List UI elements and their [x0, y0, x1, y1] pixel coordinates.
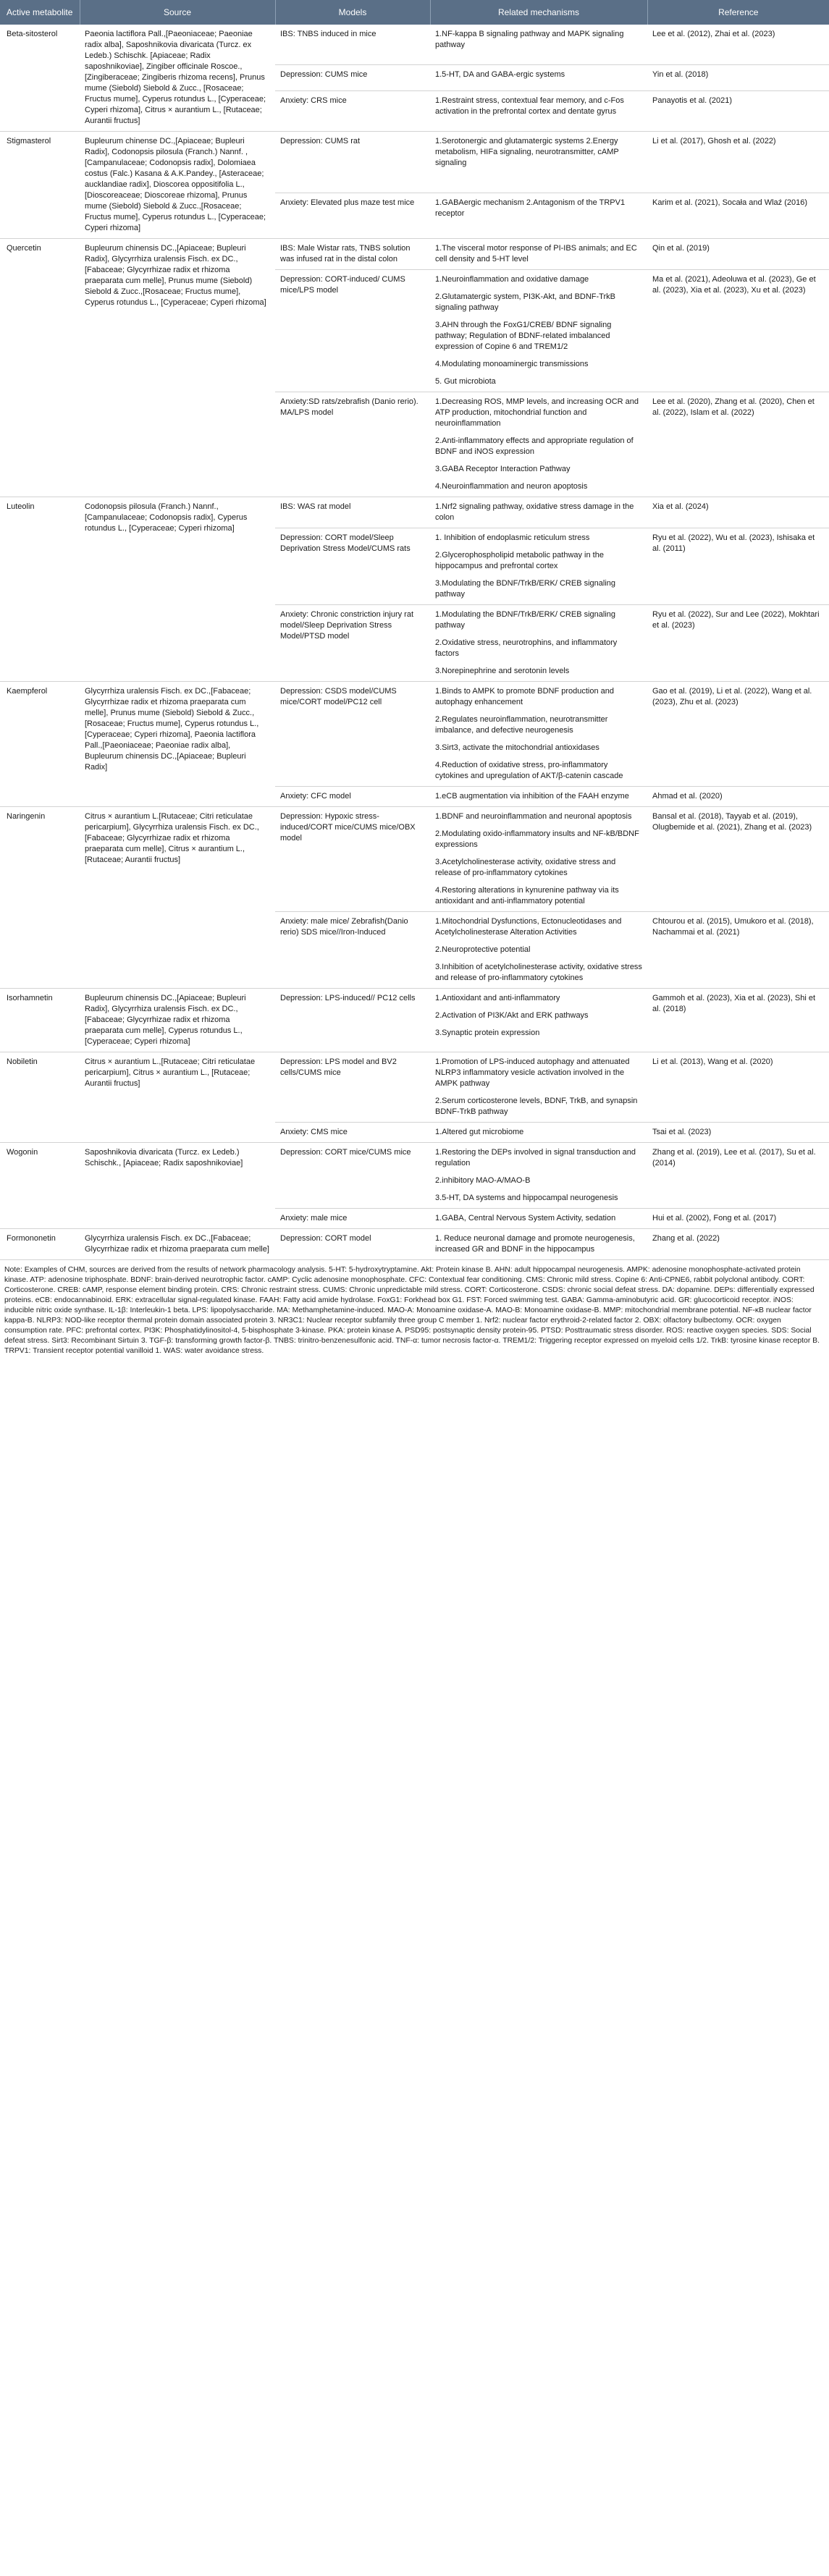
model-cell: Anxiety: male mice/ Zebrafish(Danio rerio) SDS mice//Iron-Induced: [275, 912, 430, 989]
mechanism-item: 2.Activation of PI3K/Akt and ERK pathways: [435, 1011, 589, 1020]
mechanism-item: 1.Modulating the BDNF/TrkB/ERK/ CREB signaling pathway: [435, 610, 616, 630]
reference-cell: Li et al. (2013), Wang et al. (2020): [647, 1052, 829, 1123]
mechanisms-cell: [430, 1209, 647, 1229]
model-cell: IBS: WAS rat model: [275, 497, 430, 528]
model-cell: Depression: CUMS mice: [275, 64, 430, 90]
mechanisms-cell: [430, 25, 647, 64]
mechanisms-cell: [430, 132, 647, 193]
metabolite-name: Nobiletin: [0, 1052, 80, 1143]
mechanism-item: 3.Sirt3, activate the mitochondrial antioxidases: [435, 743, 599, 752]
mechanism-item: 2.Neuroprotective potential: [435, 945, 531, 954]
mechanisms-cell: [430, 1123, 647, 1143]
mechanism-item: 1.GABA, Central Nervous System Activity, sedation: [435, 1214, 616, 1222]
model-cell: Depression: LPS model and BV2 cells/CUMS mice: [275, 1052, 430, 1123]
mechanism-item: 2.Modulating oxido-inflammatory insults and NF-kB/BDNF expressions: [435, 829, 639, 849]
reference-cell: Gammoh et al. (2023), Xia et al. (2023), Shi et al. (2018): [647, 989, 829, 1052]
metabolite-name: Kaempferol: [0, 682, 80, 807]
table-row: [0, 1143, 829, 1209]
mechanism-item: 4.Restoring alterations in kynurenine pathway via its antioxidant and anti-inflammatory potential: [435, 886, 619, 905]
mechanism-item: 3.Acetylcholinesterase activity, oxidative stress and release of pro-inflammatory cytokines: [435, 858, 616, 877]
mechanisms-cell: [430, 239, 647, 270]
metabolite-source: Glycyrrhiza uralensis Fisch. ex DC.,[Fabaceae; Glycyrrhizae radix et rhizoma praeparata cum melle], Prunus mume (Siebold) Siebold & Zucc.,[Rosaceae; Fructus mume], Cyperus rotundus L., [Cyperaceae; Cyperi rhizoma], Paeonia lactiflora Pall.,[Paeoniaceae; Paeoniae radix alba], Bupleurum chinensis DC.,[Apiaceae; Bupleuri Radix]: [80, 682, 275, 807]
mechanism-item: 1. Inhibition of endoplasmic reticulum stress: [435, 533, 590, 542]
mechanism-item: 3.Inhibition of acetylcholinesterase activity, oxidative stress and release of pro-inflammatory cytokines: [435, 963, 642, 982]
table-body: [0, 25, 829, 1260]
metabolite-name: Wogonin: [0, 1143, 80, 1229]
mechanisms-cell: [430, 1052, 647, 1123]
column-header: Related mechanisms: [430, 0, 647, 25]
reference-cell: Chtourou et al. (2015), Umukoro et al. (2018), Nachammai et al. (2021): [647, 912, 829, 989]
reference-cell: Qin et al. (2019): [647, 239, 829, 270]
mechanisms-cell: [430, 193, 647, 238]
model-cell: Anxiety: male mice: [275, 1209, 430, 1229]
mechanism-item: 1.Neuroinflammation and oxidative damage: [435, 275, 589, 284]
mechanisms-cell: [430, 605, 647, 682]
metabolite-source: Bupleurum chinensis DC.,[Apiaceae; Bupleuri Radix], Glycyrrhiza uralensis Fisch. ex DC.,[Fabaceae; Glycyrrhizae radix et rhizoma praeparata cum melle], Cyperus rotundus L., [Cyperaceae; Cyperi rhizoma]: [80, 989, 275, 1052]
mechanism-item: 1.Nrf2 signaling pathway, oxidative stress damage in the colon: [435, 502, 634, 522]
reference-cell: Hui et al. (2002), Fong et al. (2017): [647, 1209, 829, 1229]
metabolite-name: Luteolin: [0, 497, 80, 682]
mechanism-item: 1.Restoring the DEPs involved in signal transduction and regulation: [435, 1148, 636, 1167]
mechanisms-cell: [430, 989, 647, 1052]
mechanism-item: 3.AHN through the FoxG1/CREB/ BDNF signaling pathway; Regulation of BDNF-related imbalanced expression of Copine 6 and TREM1/2: [435, 321, 612, 351]
reference-cell: Lee et al. (2020), Zhang et al. (2020), Chen et al. (2022), Islam et al. (2022): [647, 392, 829, 497]
mechanism-item: 1.BDNF and neuroinflammation and neuronal apoptosis: [435, 812, 632, 821]
mechanism-item: 2.Oxidative stress, neurotrophins, and inflammatory factors: [435, 638, 618, 658]
model-cell: Depression: CORT-induced/ CUMS mice/LPS model: [275, 270, 430, 392]
metabolite-source: Paeonia lactiflora Pall.,[Paeoniaceae; Paeoniae radix alba], Saposhnikovia divaricata (Turcz. ex Ledeb.) Schischk. [Apiaceae; Radix saposhnikoviae], Zingiber officinale Roscoe.,[Zingiberaceae; Zingiberis rhizoma recens], Prunus mume (Siebold) Siebold & Zucc., [Rosaceae; Fructus mume], Cyperus rotundus L., [Cyperaceae; Cyperi rhizoma], Citrus × aurantium L., [Rutaceae; Aurantii fructus]: [80, 25, 275, 132]
mechanism-item: 3.Norepinephrine and serotonin levels: [435, 667, 570, 675]
table-header: [0, 0, 829, 25]
model-cell: IBS: TNBS induced in mice: [275, 25, 430, 64]
mechanism-item: 1.Restraint stress, contextual fear memory, and c-Fos activation in the prefrontal cortex and dentate gyrus: [435, 96, 624, 117]
model-cell: Depression: LPS-induced// PC12 cells: [275, 989, 430, 1052]
model-cell: Anxiety: CRS mice: [275, 91, 430, 132]
metabolite-name: Quercetin: [0, 239, 80, 497]
table-row: [0, 807, 829, 912]
mechanism-item: 5. Gut microbiota: [435, 377, 496, 386]
mechanism-item: 1.5-HT, DA and GABA-ergic systems: [435, 69, 565, 79]
column-header: Reference: [647, 0, 829, 25]
reference-cell: Panayotis et al. (2021): [647, 91, 829, 132]
reference-cell: Yin et al. (2018): [647, 64, 829, 90]
metabolite-name: Isorhamnetin: [0, 989, 80, 1052]
reference-cell: Ahmad et al. (2020): [647, 787, 829, 807]
table-row: [0, 25, 829, 64]
mechanism-item: 1.Serotonergic and glutamatergic systems 2.Energy metabolism, HIFa signaling, neurotransmitter, cAMP signaling: [435, 137, 619, 167]
metabolite-source: Glycyrrhiza uralensis Fisch. ex DC.,[Fabaceae; Glycyrrhizae radix et rhizoma praeparata cum melle]: [80, 1229, 275, 1260]
model-cell: Depression: CORT model: [275, 1229, 430, 1260]
model-cell: Anxiety: CFC model: [275, 787, 430, 807]
mechanism-item: 1.Mitochondrial Dysfunctions, Ectonucleotidases and Acetylcholinesterase Alteration Activities: [435, 917, 622, 937]
mechanism-item: 1.Altered gut microbiome: [435, 1128, 524, 1136]
table-row: [0, 132, 829, 193]
reference-cell: Ryu et al. (2022), Sur and Lee (2022), Mokhtari et al. (2023): [647, 605, 829, 682]
metabolite-source: Saposhnikovia divaricata (Turcz. ex Ledeb.) Schischk., [Apiaceae; Radix saposhnikoviae]: [80, 1143, 275, 1229]
model-cell: Anxiety:SD rats/zebrafish (Danio rerio). MA/LPS model: [275, 392, 430, 497]
mechanisms-cell: [430, 1143, 647, 1209]
reference-cell: Li et al. (2017), Ghosh et al. (2022): [647, 132, 829, 193]
mechanisms-cell: [430, 912, 647, 989]
mechanism-item: 1.Decreasing ROS, MMP levels, and increasing OCR and ATP production, mitochondrial function and neuroinflammation: [435, 397, 639, 428]
mechanism-item: 4.Neuroinflammation and neuron apoptosis: [435, 482, 588, 491]
column-header: Active metabolite: [0, 0, 80, 25]
model-cell: Anxiety: Elevated plus maze test mice: [275, 193, 430, 238]
reference-cell: Xia et al. (2024): [647, 497, 829, 528]
mechanisms-cell: [430, 682, 647, 787]
mechanisms-cell: [430, 64, 647, 90]
column-header: Models: [275, 0, 430, 25]
reference-cell: Zhang et al. (2019), Lee et al. (2017), Su et al. (2014): [647, 1143, 829, 1209]
mechanisms-cell: [430, 807, 647, 912]
mechanism-item: 1.Promotion of LPS-induced autophagy and attenuated NLRP3 inflammatory vesicle activation involved in the AMPK pathway: [435, 1057, 630, 1088]
model-cell: Depression: Hypoxic stress-induced/CORT mice/CUMS mice/OBX model: [275, 807, 430, 912]
table-row: [0, 1229, 829, 1260]
mechanism-item: 3.Synaptic protein expression: [435, 1029, 540, 1037]
mechanism-item: 2.Glycerophospholipid metabolic pathway in the hippocampus and prefrontal cortex: [435, 551, 604, 570]
mechanism-item: 3.GABA Receptor Interaction Pathway: [435, 465, 571, 473]
mechanism-item: 1.GABAergic mechanism 2.Antagonism of the TRPV1 receptor: [435, 198, 626, 218]
metabolite-source: Citrus × aurantium L.[Rutaceae; Citri reticulatae pericarpium], Glycyrrhiza uralensis Fisch. ex DC.,[Fabaceae; Glycyrrhizae radix et rhizoma praeparata cum melle], Citrus × aurantium L., [Rutaceae; Aurantii fructus]: [80, 807, 275, 989]
metabolite-name: Naringenin: [0, 807, 80, 989]
reference-cell: Ryu et al. (2022), Wu et al. (2023), Ishisaka et al. (2011): [647, 528, 829, 605]
mechanism-item: 1.NF-kappa B signaling pathway and MAPK signaling pathway: [435, 30, 624, 49]
model-cell: Anxiety: CMS mice: [275, 1123, 430, 1143]
metabolite-source: Bupleurum chinensis DC.,[Apiaceae; Bupleuri Radix], Glycyrrhiza uralensis Fisch. ex DC.,[Fabaceae; Glycyrrhizae radix et rhizoma praeparata cum melle], Prunus mume (Siebold) Siebold & Zucc.,[Rosaceae; Fructus mume], Cyperus rotundus L., [Cyperaceae; Cyperi rhizoma]: [80, 239, 275, 497]
mechanisms-cell: [430, 497, 647, 528]
mechanism-item: 1.eCB augmentation via inhibition of the FAAH enzyme: [435, 792, 629, 801]
reference-cell: Lee et al. (2012), Zhai et al. (2023): [647, 25, 829, 64]
metabolite-name: Beta-sitosterol: [0, 25, 80, 132]
model-cell: Depression: CSDS model/CUMS mice/CORT model/PC12 cell: [275, 682, 430, 787]
reference-cell: Karim et al. (2021), Socała and Wlaź (2016): [647, 193, 829, 238]
mechanism-item: 1.Antioxidant and anti-inflammatory: [435, 994, 560, 1002]
table-row: [0, 239, 829, 270]
reference-cell: Bansal et al. (2018), Tayyab et al. (2019), Olugbemide et al. (2021), Zhang et al. (2023): [647, 807, 829, 912]
mechanism-item: 1.The visceral motor response of PI-IBS animals; and EC cell density and 5-HT level: [435, 244, 637, 263]
mechanism-item: 2.Regulates neuroinflammation, neurotransmitter imbalance, and defective neurogenesis: [435, 715, 608, 735]
mechanism-item: 4.Modulating monoaminergic transmissions: [435, 360, 589, 368]
mechanisms-cell: [430, 528, 647, 605]
metabolite-table: [0, 0, 829, 1260]
header-row: [0, 0, 829, 25]
metabolite-name: Formononetin: [0, 1229, 80, 1260]
table-row: [0, 682, 829, 787]
mechanism-item: 2.Anti-inflammatory effects and appropriate regulation of BDNF and iNOS expression: [435, 436, 634, 456]
reference-cell: Gao et al. (2019), Li et al. (2022), Wang et al. (2023), Zhu et al. (2023): [647, 682, 829, 787]
mechanism-item: 1. Reduce neuronal damage and promote neurogenesis, increased GR and BDNF in the hippocampus: [435, 1234, 635, 1254]
model-cell: IBS: Male Wistar rats, TNBS solution was infused rat in the distal colon: [275, 239, 430, 270]
column-header: Source: [80, 0, 275, 25]
mechanisms-cell: [430, 270, 647, 392]
metabolite-source: Citrus × aurantium L.,[Rutaceae; Citri reticulatae pericarpium], Citrus × aurantium L., [Rutaceae; Aurantii fructus]: [80, 1052, 275, 1143]
model-cell: Depression: CORT model/Sleep Deprivation Stress Model/CUMS rats: [275, 528, 430, 605]
mechanism-item: 2.Glutamatergic system, PI3K-Akt, and BDNF-TrkB signaling pathway: [435, 292, 615, 312]
mechanisms-cell: [430, 1229, 647, 1260]
mechanisms-cell: [430, 392, 647, 497]
model-cell: Depression: CORT mice/CUMS mice: [275, 1143, 430, 1209]
table-note: Note: Examples of CHM, sources are derived from the results of network pharmacology analysis. 5-HT: 5-hydroxytryptamine. Akt: Protein kinase B. AHN: adult hippocampal neurogenesis. AMPK: adenosine monophosphate-activated protein kinase. ATP: adenosine triphosphate. BDNF: brain-derived neurotrophic factor. cAMP: Cyclic adenosine monophosphate. CFC: Contextual fear conditioning. CMS: Chronic mild stress. Copine 6: Anti-CPNE6, rabbit polyclonal antibody. CORT: Corticosterone. CREB: cAMP, response element binding protein. CRS: Chronic restraint stress. CUMS: Chronic unpredictable mild stress. CORT: Corticosterone. CSDS: chronic social defeat stress. DA: dopamine. DEPs: differentially expressed proteins. eCB: endocannabinoid. ERK: extracellular signal-regulated kinase. FAAH: Fatty acid amide hydrolase. FoxG1: Forkhead box G1. FST: Forced swimming test. GABA: Gamma-aminobutyric acid. GR: glucocorticoid receptor. iNOS: inducible nitric oxide synthase. IL-1β: Interleukin-1 beta. LPS: lipopolysaccharide. MA: Methamphetamine-induced. MAO-A: Monoamine oxidase-A. MAO-B: Monoamine oxidase-B. MMP: mitochondrial membrane potential. NF-κB nuclear factor kappa-B. NLRP3: NOD-like receptor thermal protein domain associated protein 3. NR3C1: Nuclear receptor subfamily three group C member 1. Nrf2: nuclear factor erythroid-2-related factor 2. OBX: olfactory bulbectomy. OCR: oxygen consumption rate. PFC: prefrontal cortex. PI3K: Phosphatidylinositol-4, 5-bisphosphate 3-kinase. PKA: protein kinase A. PSD95: postsynaptic density protein-95. PTSD: Posttraumatic stress disorder. ROS: reactive oxygen species. SDS: Social defeat stress. Sirt3: Recombinant Sirtuin 3. TGF-β: transforming growth factor-β. TNBS: trinitro-benzenesulfonic acid. TNF-α: tumor necrosis factor-α. TREM1/2: Triggering receptor expressed on myeloid cells 1/2. TrkB: tyrosine kinase receptor B. TRPV1: Transient receptor potential vanilloid 1. WAS: water avoidance stress.: [4, 1266, 820, 1355]
reference-cell: Zhang et al. (2022): [647, 1229, 829, 1260]
mechanism-item: 4.Reduction of oxidative stress, pro-inflammatory cytokines and upregulation of AKT/β-catenin cascade: [435, 761, 623, 780]
mechanism-item: 3.Modulating the BDNF/TrkB/ERK/ CREB signaling pathway: [435, 579, 616, 599]
mechanism-item: 2.Serum corticosterone levels, BDNF, TrkB, and synapsin BDNF-TrkB pathway: [435, 1097, 638, 1116]
table-row: [0, 989, 829, 1052]
mechanism-item: 1.Binds to AMPK to promote BDNF production and autophagy enhancement: [435, 687, 615, 706]
table-row: [0, 1052, 829, 1123]
metabolite-source: Codonopsis pilosula (Franch.) Nannf., [Campanulaceae; Codonopsis radix], Cyperus rotundus L., [Cyperaceae; Cyperi rhizoma]: [80, 497, 275, 682]
model-cell: Anxiety: Chronic constriction injury rat model/Sleep Deprivation Stress Model/PTSD model: [275, 605, 430, 682]
mechanisms-cell: [430, 91, 647, 132]
mechanism-item: 2.inhibitory MAO-A/MAO-B: [435, 1176, 531, 1185]
metabolite-source: Bupleurum chinense DC.,[Apiaceae; Bupleuri Radix], Codonopsis pilosula (Franch.) Nannf. ,[Campanulaceae; Codonopsis radix], Dolomiaea costus (Falc.) Kasana & A.K.Pandey., [Asteraceae; aucklandiae radix], Dioscorea oppositifolia L., [Dioscoreaceae; Dioscoreae rhizoma], Prunus mume (Siebold) Siebold & Zucc.,[Rosaceae; Fructus mume], Cyperus rotundus L., [Cyperaceae; Cyperi rhizoma]: [80, 132, 275, 239]
mechanisms-cell: [430, 787, 647, 807]
reference-cell: Tsai et al. (2023): [647, 1123, 829, 1143]
model-cell: Depression: CUMS rat: [275, 132, 430, 193]
mechanism-item: 3.5-HT, DA systems and hippocampal neurogenesis: [435, 1194, 618, 1202]
metabolite-name: Stigmasterol: [0, 132, 80, 239]
reference-cell: Ma et al. (2021), Adeoluwa et al. (2023), Ge et al. (2023), Xia et al. (2023), Xu et al. (2023): [647, 270, 829, 392]
table-row: [0, 497, 829, 528]
